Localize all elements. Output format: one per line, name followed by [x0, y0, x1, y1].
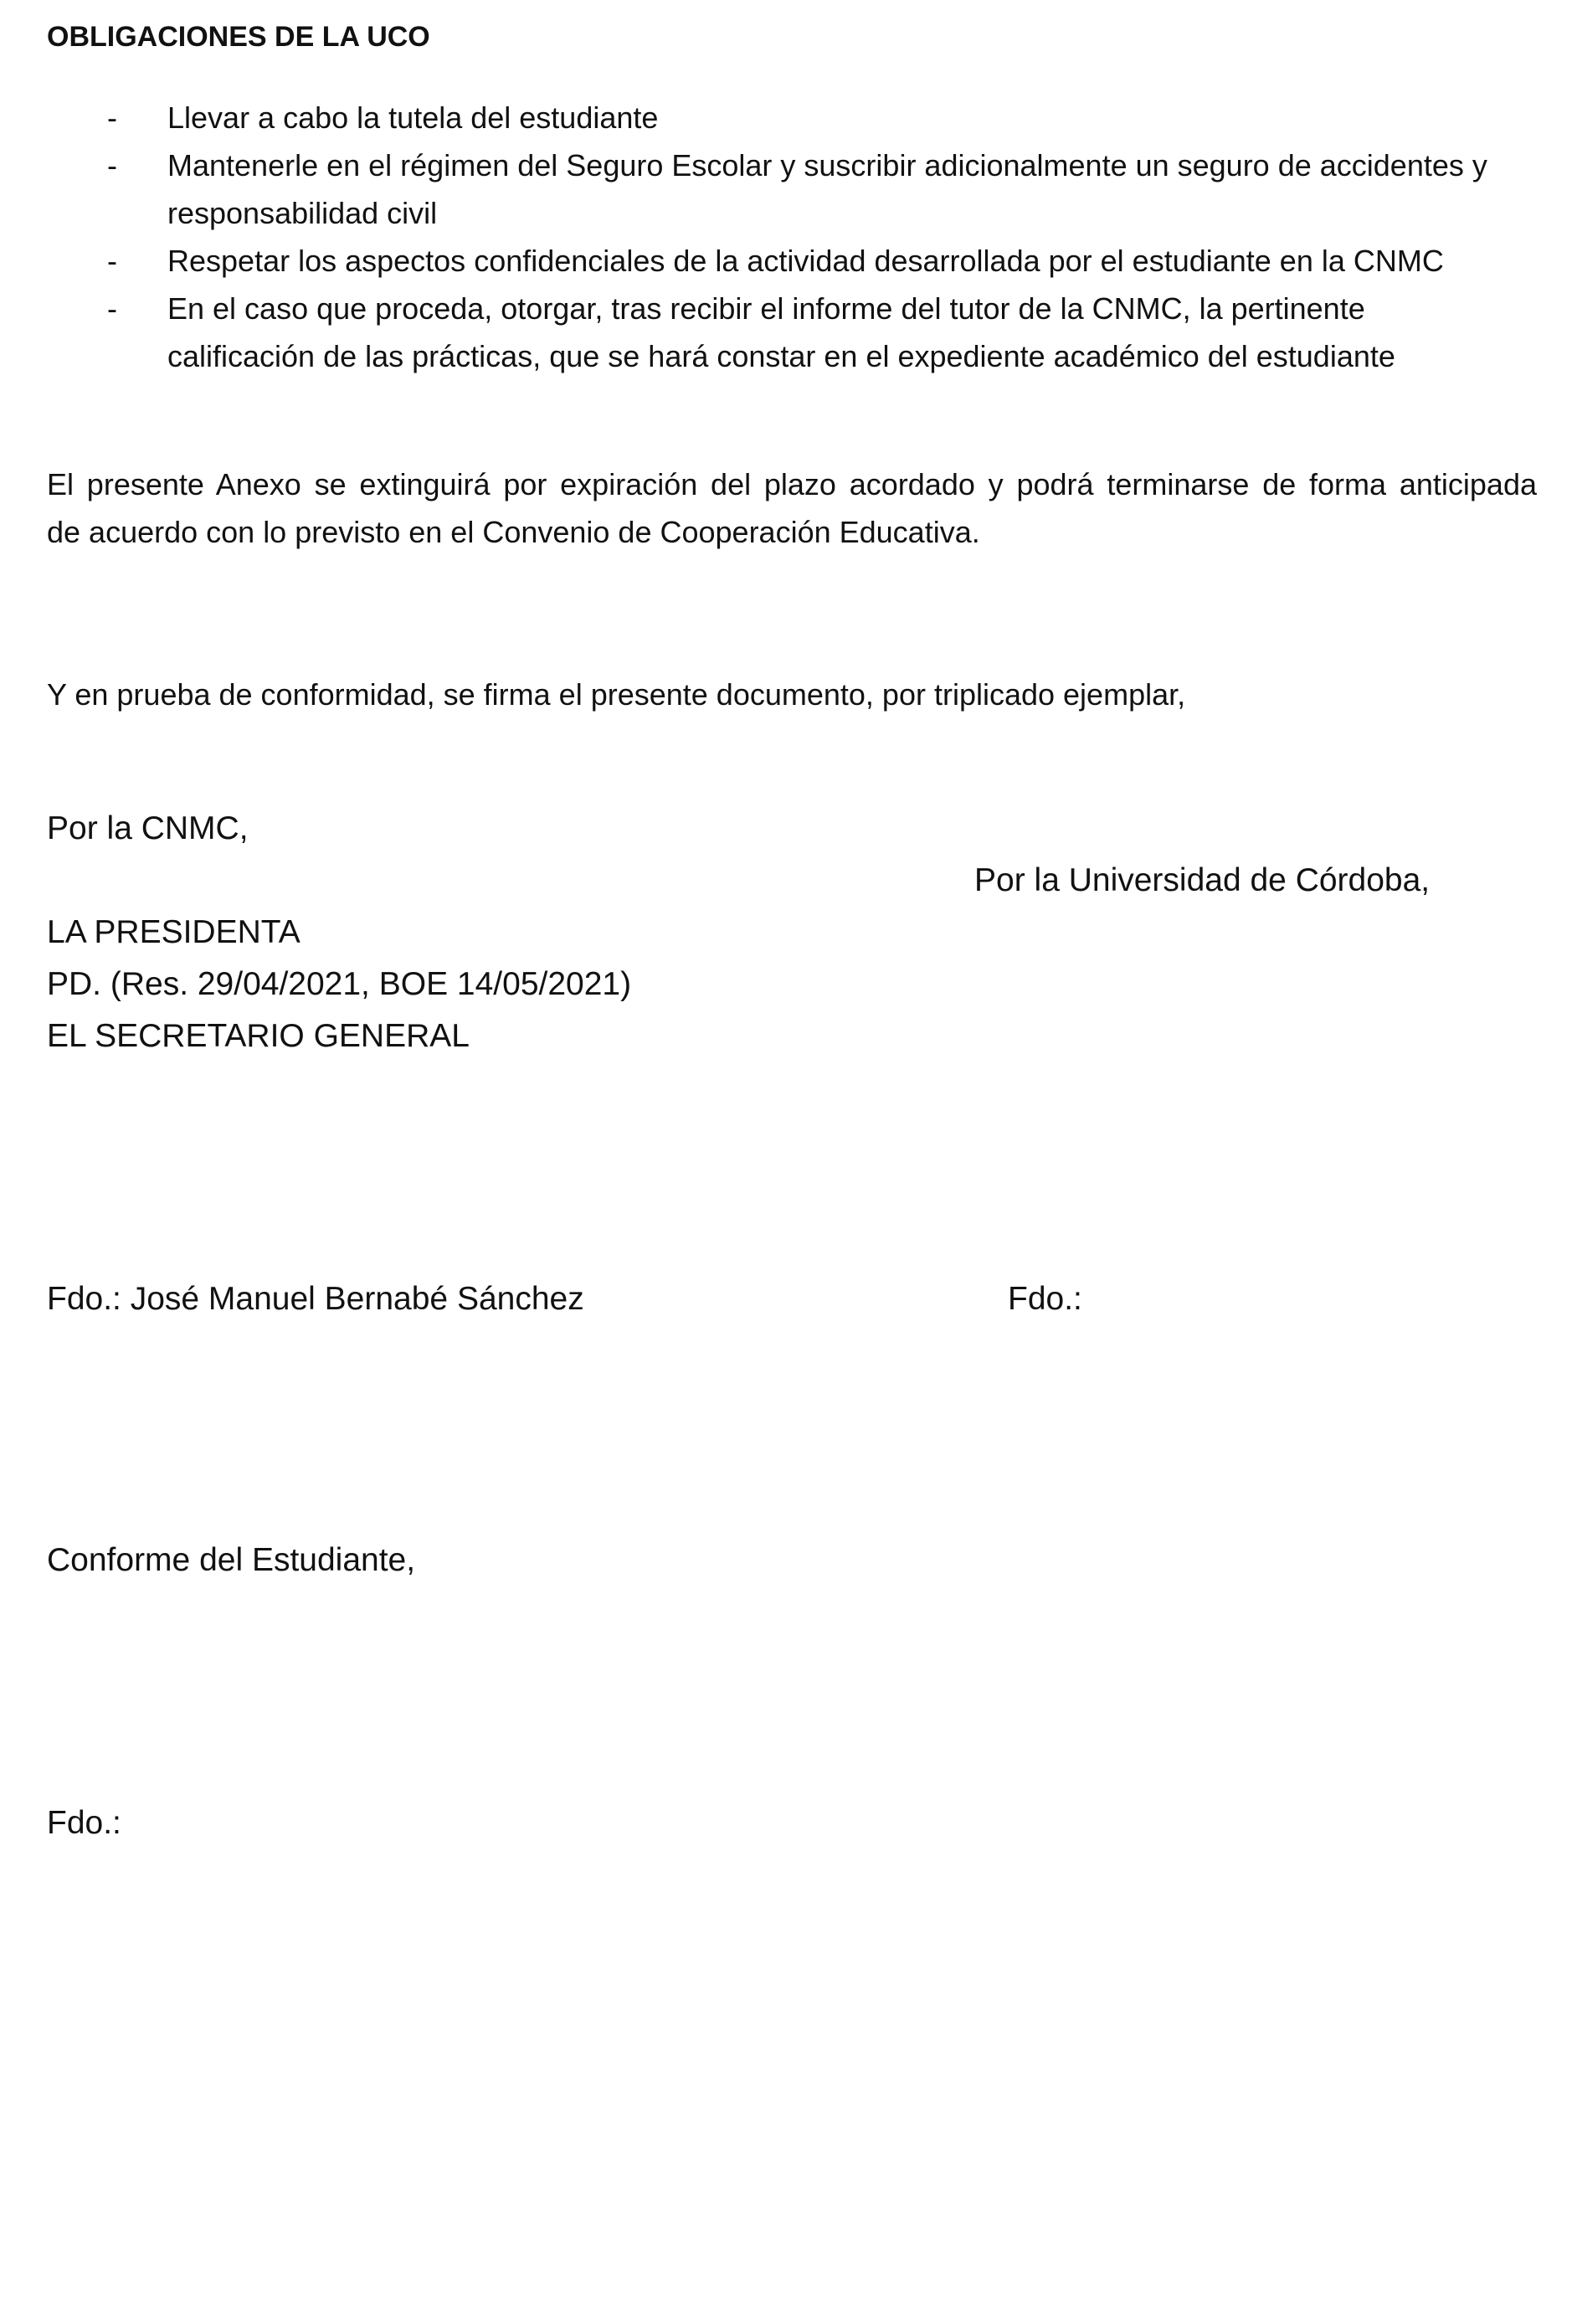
list-item-text: Llevar a cabo la tutela del estudiante [167, 100, 659, 135]
obligations-list [0, 94, 1577, 380]
bullet-marker: - [107, 244, 117, 278]
bullet-marker: - [107, 291, 117, 326]
list-item-text: Mantenerle en el régimen del Seguro Escolar y suscribir adicionalmente un seguro de accidentes y [167, 148, 1487, 183]
bullet-marker: - [107, 148, 117, 183]
cnmc-delegation: PD. (Res. 29/04/2021, BOE 14/05/2021) [47, 966, 632, 1002]
cnmc-signed-by: Fdo.: José Manuel Bernabé Sánchez [47, 1281, 584, 1317]
list-item-text: Respetar los aspectos confidenciales de la actividad desarrollada por el estudiante en la CNMC [167, 244, 1444, 278]
list-item-text-cont: calificación de las prácticas, que se hará constar en el expediente académico del estudiante [167, 339, 1395, 373]
list-item [0, 94, 1523, 141]
cnmc-signatory-role: EL SECRETARIO GENERAL [47, 1018, 470, 1054]
uco-signed-by: Fdo.: [1008, 1281, 1082, 1317]
paragraph-line: de acuerdo con lo previsto en el Convenio de Cooperación Educativa. [47, 515, 980, 549]
uco-signature-label: Por la Universidad de Córdoba, [974, 862, 1431, 898]
list-item-text-cont: responsabilidad civil [167, 196, 438, 230]
cnmc-role: LA PRESIDENTA [47, 914, 301, 950]
student-signed-by: Fdo.: [47, 1805, 121, 1841]
list-item [0, 237, 1523, 285]
list-item [0, 285, 1523, 380]
bullet-marker: - [107, 100, 117, 135]
cnmc-signature-label: Por la CNMC, [47, 810, 249, 846]
paragraph-line: El presente Anexo se extinguirá por expiración del plazo acordado y podrá terminarse de forma anticipada [47, 467, 1537, 501]
section-heading: OBLIGACIONES DE LA UCO [47, 21, 430, 53]
conformity-statement: Y en prueba de conformidad, se firma el presente documento, por triplicado ejemplar, [47, 677, 1186, 712]
list-item [0, 141, 1523, 237]
student-conformity-label: Conforme del Estudiante, [47, 1542, 416, 1578]
list-item-text: En el caso que proceda, otorgar, tras recibir el informe del tutor de la CNMC, la pertinente [167, 291, 1365, 326]
termination-paragraph [47, 460, 1537, 556]
